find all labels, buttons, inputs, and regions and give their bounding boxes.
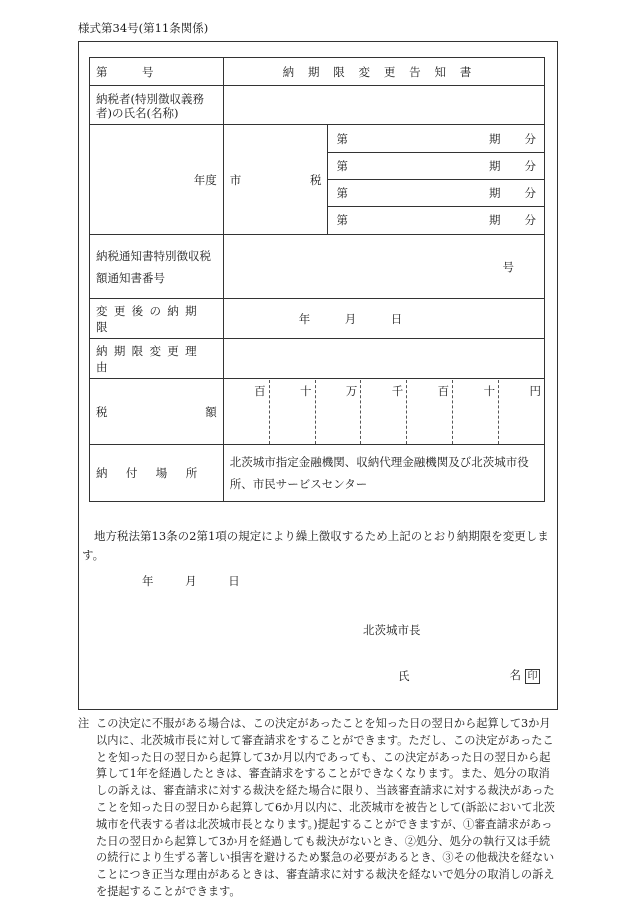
issue-date: 年 月 日: [142, 574, 240, 588]
taxpayer-value[interactable]: [223, 86, 544, 125]
period-row: 第 期 分: [328, 126, 544, 153]
taxpayer-label: 納税者(特別徴収義務者)の氏名(名称): [90, 86, 224, 125]
notice-number-row: [90, 235, 545, 299]
tax-period-row: [90, 125, 545, 235]
new-deadline-value: 年 月 日: [223, 299, 544, 339]
tax-left: 市: [229, 172, 242, 187]
number-cell: [90, 58, 224, 86]
notice-number-label: 納税通知書特別徴収税額通知書番号: [90, 235, 224, 299]
amount-digit: 千: [360, 380, 406, 444]
signer-right: 名: [509, 668, 521, 682]
amount-label-cell: [90, 379, 224, 445]
reason-label: 納期限変更理由: [90, 339, 224, 379]
reason-value[interactable]: [223, 339, 544, 379]
note-block: [78, 716, 558, 901]
amount-digit: 百: [254, 383, 266, 398]
tax-right: 税: [309, 172, 322, 187]
amount-value-cell: [223, 379, 544, 445]
place-value: 北茨城市指定金融機関、収納代理金融機関及び北茨城市役所、市民サービスセンター: [223, 445, 544, 502]
amount-digit: 十: [269, 380, 315, 444]
seal-icon: 印: [525, 669, 540, 684]
year-label: 年度: [90, 125, 224, 235]
tax-type-cell: [223, 125, 328, 235]
signer-left: 氏: [398, 668, 410, 683]
period-row: 第 期 分: [328, 153, 544, 180]
new-deadline-label: 変更後の納期限: [90, 299, 224, 339]
new-deadline-row: [90, 299, 545, 339]
amount-digit: 円: [498, 380, 544, 444]
notice-table: [89, 57, 545, 502]
period-row: 第 期 分: [328, 180, 544, 207]
amount-row: [90, 379, 545, 445]
mayor-title: 北茨城市長: [363, 623, 421, 637]
note-text: この決定に不服がある場合は、この決定があったことを知った日の翌日から起算して3か月以内に、北茨城市長に対して審査請求をすることができます。ただし、この決定があったことを知った日の翌日から起算して3か月以内であっても、この決定があった日の翌日から起算して1年を経過したときは、審査請求をすることができなくなります。また、処分の取消しの訴えは、審査請求に対する裁決を経た場合に限り、当該審査請求に対する裁決があったことを知った日の翌日から起算して6か月以内に、北茨城市を被告として(訴訟において北茨城市を代表する者は北茨城市長となります。)提起することができますが、①審査請求があった日の翌日から起算して3か月を経過しても裁決がないとき、②処分、処分の執行又は手続の続行により生ずる著しい損害を避けるため緊急の必要があるとき、③その他裁決を経ないことにつき正当な理由があるときは、審査請求に対する裁決を経ないで処分の取消しの訴えを提起することができます。: [96, 717, 555, 898]
place-label: 納付場所: [90, 445, 224, 502]
place-row: [90, 445, 545, 502]
amount-digits[interactable]: [224, 380, 544, 444]
period-list: [328, 126, 544, 234]
notice-title: 納期限変更告知書: [223, 58, 544, 86]
amount-label-left: 税: [96, 404, 108, 419]
amount-label-right: 額: [205, 404, 217, 419]
period-row: 第 期 分: [336, 213, 536, 228]
body-text: 地方税法第13条の2第1項の規定により繰上徴収するため上記のとおり納期限を変更します。: [82, 529, 549, 562]
periods-cell: [328, 125, 545, 235]
notice-number-suffix: 号: [223, 235, 544, 299]
amount-digit: 十: [452, 380, 498, 444]
form-number-label: 様式第34号(第11条関係): [78, 21, 209, 35]
title-row: [90, 58, 545, 86]
taxpayer-row: [90, 86, 545, 125]
signer-line: [398, 667, 540, 684]
reason-row: [90, 339, 545, 379]
amount-digit: 万: [315, 380, 361, 444]
number-label: 第 号: [96, 64, 154, 79]
note-mark: 注: [78, 717, 90, 730]
amount-digit: 百: [406, 380, 452, 444]
